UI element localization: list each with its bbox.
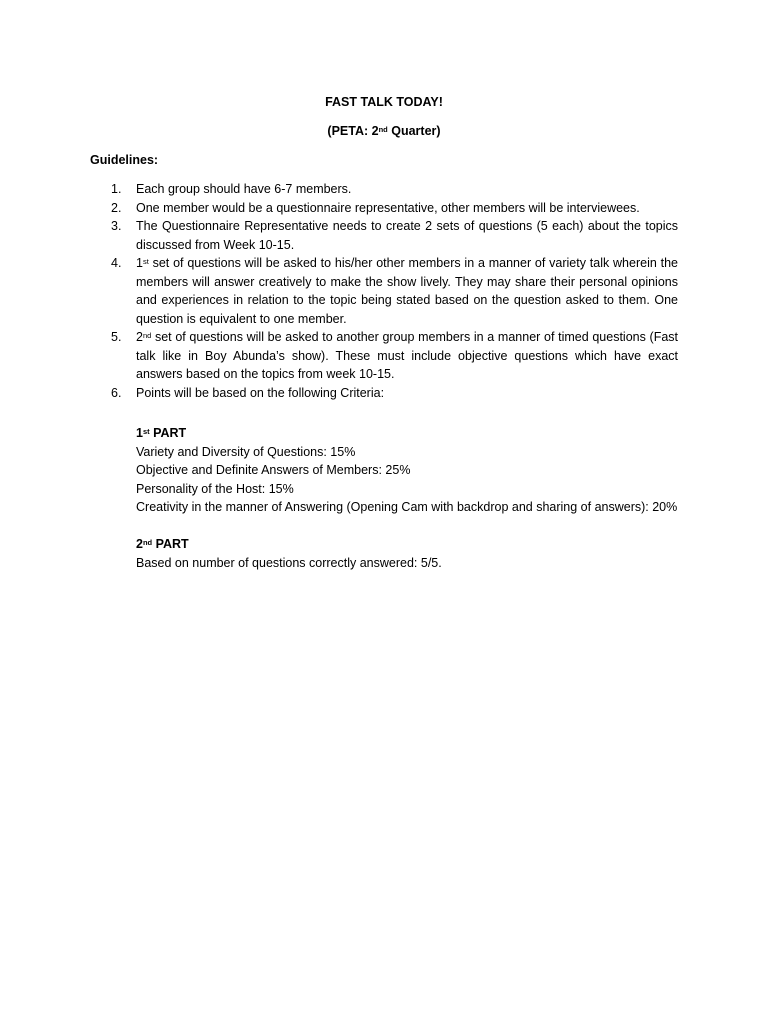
part2-title xyxy=(136,535,678,554)
guidelines-list xyxy=(90,180,678,402)
guideline-item xyxy=(90,199,678,218)
guideline-item xyxy=(90,328,678,384)
criteria-line: Personality of the Host: 15% xyxy=(136,481,294,496)
part2-number: 2 xyxy=(136,537,143,551)
criteria-line: Variety and Diversity of Questions: 15% xyxy=(136,444,356,459)
criteria-line: Objective and Definite Answers of Members: 25% xyxy=(136,463,411,477)
item-number: 1. xyxy=(111,182,122,196)
part2-superscript: nd xyxy=(142,538,153,547)
criteria-line: Based on number of questions correctly answered: 5/5. xyxy=(136,555,442,570)
item-number: 4. xyxy=(111,256,122,270)
item-text: set of questions will be asked to his/her other members in a manner of variety talk wherein the members will answer creatively to make the show lively. They may share their personal opinions and experiences in relation to the topic being stated based on the question asked to them. One question is equivalent to one member. xyxy=(136,256,678,326)
criteria-section xyxy=(136,424,678,572)
part1-superscript: st xyxy=(142,427,150,436)
section-spacer xyxy=(136,517,678,536)
item-text: Points will be based on the following Criteria: xyxy=(136,385,385,400)
item-text: The Questionnaire Representative needs to create 2 sets of questions (5 each) about the topics discussed from Week 10-15. xyxy=(136,219,678,252)
item-number: 2. xyxy=(111,200,122,215)
guidelines-heading: Guidelines: xyxy=(90,153,159,167)
guideline-item xyxy=(90,180,678,199)
item-text: One member would be a questionnaire representative, other members will be interviewees. xyxy=(136,200,640,215)
subtitle-prefix: (PETA: 2 xyxy=(327,124,379,138)
subtitle-superscript: nd xyxy=(378,125,388,134)
item-number: 3. xyxy=(111,219,122,233)
guideline-item xyxy=(90,217,678,254)
document-subtitle xyxy=(0,124,768,138)
criteria-line: Creativity in the manner of Answering (Opening Cam with backdrop and sharing of answers): 20% xyxy=(136,500,678,514)
item-text: set of questions will be asked to another group members in a manner of timed questions (Fast talk like in Boy Abunda’s show). These must include objective questions which have exact answers based on the topics from week 10-15. xyxy=(136,330,678,381)
document-title: FAST TALK TODAY! xyxy=(325,95,443,109)
item-ordinal: 2 xyxy=(136,330,143,344)
subtitle-suffix: Quarter) xyxy=(387,124,441,138)
item-number: 5. xyxy=(111,330,122,344)
part1-title xyxy=(136,424,678,443)
item-ordinal: 1 xyxy=(136,256,143,270)
guideline-item xyxy=(90,254,678,328)
part2-label: PART xyxy=(152,537,189,551)
part1-number: 1 xyxy=(136,426,143,440)
item-ordinal-superscript: st xyxy=(142,257,149,266)
guideline-item xyxy=(90,384,678,403)
part1-label: PART xyxy=(149,426,187,440)
item-number: 6. xyxy=(111,385,122,400)
item-ordinal-superscript: nd xyxy=(142,331,152,340)
item-text: Each group should have 6-7 members. xyxy=(136,182,352,196)
